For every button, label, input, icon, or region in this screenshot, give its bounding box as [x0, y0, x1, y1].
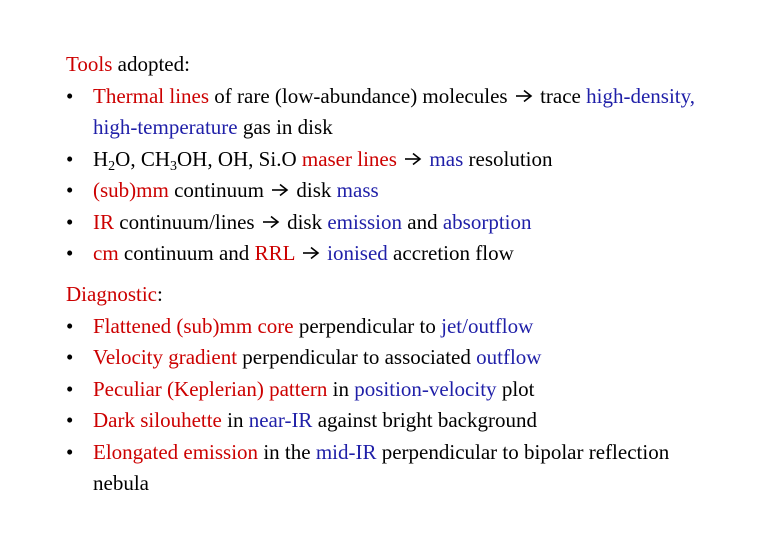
text-segment: in [327, 376, 355, 401]
text-segment: absorption [442, 209, 532, 234]
text-segment: IR [93, 209, 114, 234]
tools-heading [66, 49, 726, 81]
diagnostic-heading [66, 279, 726, 311]
diagnostic-heading-rest: : [156, 282, 163, 306]
text-segment: accretion flow [387, 241, 514, 265]
text-segment: maser lines [301, 146, 397, 171]
text-segment: resolution [463, 146, 553, 171]
text-segment: H [93, 146, 109, 171]
text-segment: mid-IR [315, 439, 377, 464]
list-item [66, 81, 726, 144]
text-segment: in [221, 408, 249, 432]
list-item [66, 311, 726, 343]
text-segment: jet/outflow [441, 313, 534, 338]
right-arrow-icon [271, 175, 289, 207]
text-segment: continuum and [118, 241, 255, 265]
text-segment: outflow [476, 345, 542, 369]
list-item [66, 144, 726, 176]
text-segment: (sub)mm [93, 178, 169, 202]
list-item [66, 405, 726, 437]
text-segment: continuum/lines [114, 209, 260, 234]
text-segment: of rare (low-abundance) molecules [209, 83, 513, 108]
diagnostic-section [66, 279, 726, 500]
list-item [66, 374, 726, 406]
text-segment: emission [327, 209, 403, 234]
text-segment: and [402, 209, 443, 234]
text-segment: 2 [108, 158, 116, 174]
text-segment: disk [281, 209, 328, 234]
text-segment: disk [291, 178, 337, 202]
text-segment: O, CH [115, 146, 171, 171]
text-segment: mas [429, 146, 464, 171]
text-segment: gas in disk [237, 115, 333, 139]
list-item [66, 207, 726, 239]
text-segment: RRL [254, 241, 295, 265]
text-segment: perpendicular to associated [237, 345, 477, 369]
text-segment: position-velocity [354, 376, 497, 401]
tools-heading-rest: adopted: [112, 52, 190, 76]
diagnostic-heading-word: Diagnostic [66, 282, 157, 306]
text-segment: cm [93, 241, 119, 265]
tools-list [66, 81, 726, 270]
right-arrow-icon [515, 81, 533, 113]
right-arrow-icon [302, 238, 320, 270]
text-segment: Dark silouhette [93, 408, 222, 432]
right-arrow-icon [404, 144, 422, 176]
text-segment: high-density, high-temperature [93, 83, 696, 139]
text-segment [397, 147, 402, 171]
text-segment: Peculiar (Keplerian) pattern [93, 376, 328, 401]
text-segment: Elongated emission [93, 439, 259, 464]
text-segment: 3 [170, 158, 178, 174]
list-item [66, 238, 726, 270]
text-segment: near-IR [248, 408, 313, 432]
tools-section [66, 49, 726, 270]
text-segment: perpendicular to bipolar reflection nebula [93, 439, 670, 495]
text-segment: Flattened (sub)mm core [93, 313, 294, 338]
text-segment: mass [336, 178, 379, 202]
text-segment: trace [534, 83, 587, 108]
right-arrow-icon [262, 207, 280, 239]
diagnostic-list [66, 311, 726, 500]
tools-heading-word: Tools [66, 52, 113, 76]
text-segment: Velocity gradient [93, 345, 238, 369]
text-segment: plot [496, 376, 535, 401]
text-segment [295, 241, 300, 265]
text-segment: continuum [168, 178, 270, 202]
text-segment: Thermal lines [93, 83, 210, 108]
text-segment: against bright background [312, 408, 537, 432]
list-item [66, 342, 726, 374]
list-item [66, 175, 726, 207]
text-segment: in the [258, 439, 316, 464]
text-segment: perpendicular to [293, 313, 442, 338]
text-segment: ionised [327, 241, 388, 265]
list-item [66, 437, 726, 500]
text-segment: OH, OH, Si.O [177, 146, 302, 171]
